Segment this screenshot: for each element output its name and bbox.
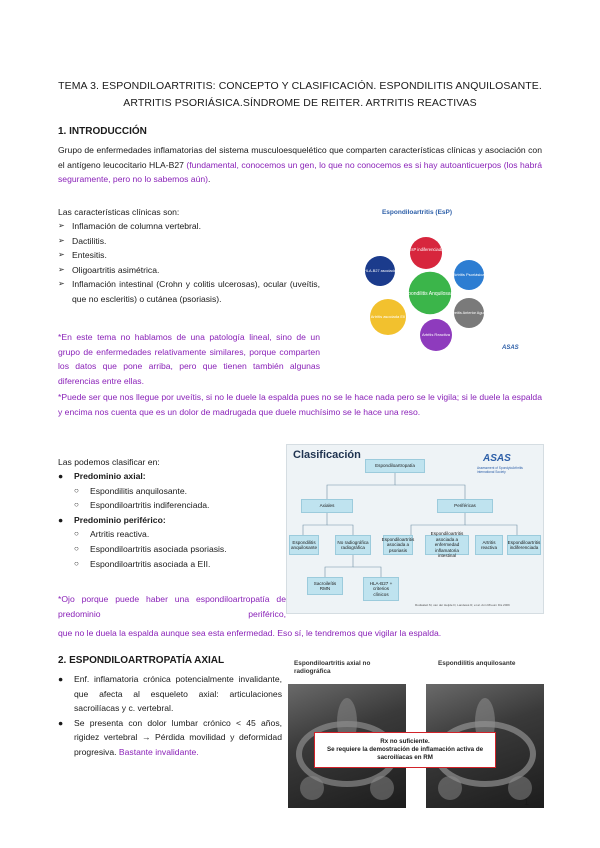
bullet-icon: ● bbox=[58, 674, 64, 684]
circle-bullet-icon: ○ bbox=[74, 543, 79, 553]
classification-chart bbox=[286, 444, 544, 614]
node-reactive: Artritis reactiva bbox=[475, 535, 503, 555]
bullet-icon: ● bbox=[58, 717, 64, 728]
circle-bullet-icon: ○ bbox=[74, 500, 79, 510]
list-item: ● Predominio axial: bbox=[58, 469, 278, 484]
diagram-title: Espondiloartritis (EsP) bbox=[381, 209, 453, 216]
node-nonrad: No radiográfica radiográfica bbox=[335, 535, 371, 555]
intro-end: . bbox=[208, 174, 211, 185]
chart-logo-sub: Assessment of SpondyloArthritis international Society bbox=[477, 466, 523, 474]
note-uveitis: *Puede ser que nos llegue por uveítis, si no le duele la espalda pues no se le hace nada pero se le vigila; si le duele la espalda y encima nos cuenta que es un dolor de madrugada que duele muchísimo se le hace una reso. bbox=[58, 392, 542, 417]
list-item: ➢ Dactilitis. bbox=[58, 234, 320, 249]
xray-label-right: Espondilitis anquilosante bbox=[438, 660, 516, 667]
center-label: Espondilitis Anquilosante bbox=[402, 291, 458, 297]
chart-citation: Rudwaleit M, van der Heijde D, Landewé R, et al. Ann Rheum Dis 2009 bbox=[415, 603, 510, 607]
title-line-2: ARTRITIS PSORIÁSICA.SÍNDROME DE REITER. ARTRITIS REACTIVAS bbox=[123, 97, 477, 109]
list-item: ➢ Oligoartritis asimétrica. bbox=[58, 263, 320, 278]
clinical-list bbox=[58, 219, 320, 307]
arrow-bullet-icon: ➢ bbox=[58, 279, 65, 289]
petal-label: Artritis Psoriásica bbox=[453, 272, 485, 277]
list-item: ➢ Inflamación intestinal (Crohn y colitis ulcerosas), ocular (uveítis, que no escleritis) o cutánea (psoriasis). bbox=[58, 279, 320, 304]
petal-label: Artritis Reactiva bbox=[421, 332, 451, 337]
node-sacroileitis: Sacroileítis RMN bbox=[307, 577, 343, 595]
axial-heading: 2. ESPONDILOARTROPATÍA AXIAL bbox=[58, 655, 225, 666]
node-hla: HLA-B27 + criterios clínicos bbox=[363, 577, 399, 601]
bullet-icon: ● bbox=[58, 514, 64, 525]
xray-label-left: Espondiloartritis axial no radiográfica bbox=[294, 660, 371, 675]
chart-title: Clasificación bbox=[293, 449, 361, 461]
list-item: ○ Espondiloartritis asociada psoriasis. bbox=[58, 542, 278, 557]
bullet-icon: ● bbox=[58, 471, 64, 481]
intro-text: Grupo de enfermedades inflamatorias del sistema musculoesquelético que comparten características clínicas y asociación con el antígeno leucocitario HLA-B27 bbox=[58, 145, 542, 170]
circle-bullet-icon: ○ bbox=[74, 529, 79, 539]
xray-figure bbox=[288, 658, 544, 808]
list-item: ● Enf. inflamatoria crónica potencialmente invalidante, que afecta al esqueleto axial: articulaciones sacroilíacas y c. vertebral. bbox=[58, 674, 282, 714]
list-item: ● Se presenta con dolor lumbar crónico < 45 años, rigidez vertebral → Pérdida movilidad y deformidad progresiva. Bastante invalidante. bbox=[58, 717, 282, 757]
ojo-note-a: *Ojo porque puede haber una espondiloartropatía de predominio periférico, bbox=[58, 594, 286, 619]
arrow-bullet-icon: ➢ bbox=[58, 250, 65, 260]
arrow-bullet-icon: ➢ bbox=[58, 221, 65, 230]
node-axial: Axiales bbox=[301, 499, 353, 513]
petal-esp-indiferenciada bbox=[410, 237, 442, 269]
list-item: ● Predominio periférico: bbox=[58, 513, 278, 528]
note-lineal: *En este tema no hablamos de una patología lineal, sino de un grupo de enfermedades relativamente similares, porque comparten los datos que pone arriba, pero que tienen también algunas diferencias entre ellas. bbox=[58, 332, 320, 386]
node-spondylitis: Espondilitis anquilosante bbox=[289, 535, 319, 555]
list-item: ○ Espondiloartritis indiferenciada. bbox=[58, 498, 278, 513]
rx-callout bbox=[314, 732, 496, 768]
ojo-note-b: que no le duela la espalda aunque sea esta enfermedad. Eso sí, le tendremos que vigilar la espalda. bbox=[58, 628, 442, 638]
document-title bbox=[40, 78, 560, 112]
chart-logo: ASAS bbox=[483, 453, 511, 464]
classification-list bbox=[58, 469, 278, 571]
circle-bullet-icon: ○ bbox=[74, 558, 79, 568]
list-item: ○ Espondiloartritis asociada a EII. bbox=[58, 557, 278, 572]
petal-label: Artritis asociada EII bbox=[370, 314, 406, 319]
callout-line-2: Se requiere la demostración de inflamación activa de sacroilíacas en RM bbox=[326, 746, 484, 761]
node-undiff: Espondiloartritis indiferenciada bbox=[507, 535, 541, 555]
classification-heading: Las podemos clasificar en: bbox=[58, 457, 160, 467]
node-peripheral: Periféricas bbox=[437, 499, 493, 513]
asas-logo: ASAS bbox=[502, 345, 519, 351]
clinical-heading: Las características clínicas son: bbox=[58, 207, 180, 217]
petal-label: Uveítis Anterior Aguda bbox=[450, 311, 488, 315]
title-line-1: TEMA 3. ESPONDILOARTRITIS: CONCEPTO Y CLASIFICACIÓN. ESPONDILITIS ANQUILOSANTE. bbox=[58, 80, 542, 92]
petal-label: HLA-B27 asociada bbox=[364, 269, 396, 273]
list-item: ○ Espondilitis anquilosante. bbox=[58, 484, 278, 499]
arrow-bullet-icon: ➢ bbox=[58, 264, 65, 274]
intro-heading: 1. INTRODUCCIÓN bbox=[58, 126, 147, 137]
node-root: Espondiloartropatía bbox=[365, 459, 425, 473]
list-item: ➢ Inflamación de columna vertebral. bbox=[58, 219, 320, 234]
page-number: 1 bbox=[524, 797, 530, 807]
callout-line-1: Rx no suficiente. bbox=[380, 738, 430, 745]
espondiloartritis-diagram bbox=[352, 205, 542, 367]
diagram-svg bbox=[352, 205, 542, 367]
petal-label: EsP indiferenciada bbox=[408, 247, 444, 252]
list-item: ○ Artritis reactiva. bbox=[58, 527, 278, 542]
intro-note: (fundamental, conocemos un gen, lo que no conocemos es si hay autoanticuerpos (los habrá seguramente, pero no lo sabemos aún) bbox=[58, 159, 542, 185]
circle-bullet-icon: ○ bbox=[74, 485, 79, 495]
node-psoriasis: Espondiloartritis asociada a psoriasis bbox=[383, 535, 413, 555]
arrow-bullet-icon: ➢ bbox=[58, 235, 65, 245]
intro-paragraph bbox=[58, 143, 542, 187]
axial-list bbox=[58, 672, 282, 760]
list-item: ➢ Entesitis. bbox=[58, 248, 320, 263]
node-ibd: Espondiloartritis asociada a enfermedad inflamatoria intestinal bbox=[425, 535, 469, 555]
